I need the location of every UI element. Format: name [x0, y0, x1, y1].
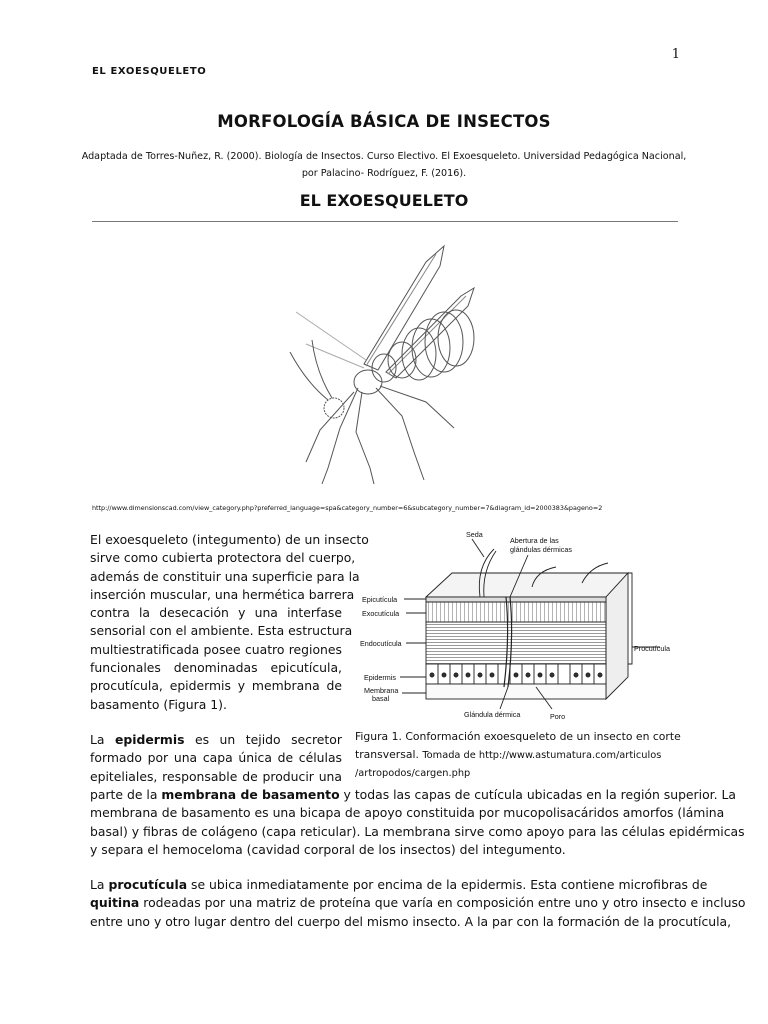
paragraph-line: formado por una capa única de células: [90, 750, 342, 766]
citation: [80, 148, 688, 182]
term-quitina: quitina: [90, 895, 140, 911]
paragraph-line: basal) y fibras de colágeno (capa reticular). La membrana sirve como apoyo para las células epidérmicas: [90, 823, 745, 839]
cuticle-cross-section-figure: [360, 527, 690, 723]
caption-line-3: /artropodos/cargen.php: [355, 768, 471, 779]
paragraph-line: funcionales denominadas epicutícula,: [90, 660, 342, 676]
term-membrana: membrana de basamento: [161, 787, 340, 802]
running-header: EL EXOESQUELETO: [92, 66, 207, 77]
paragraph-line: basamento (Figura 1).: [90, 696, 227, 712]
caption-prefix: transversal.: [355, 748, 419, 761]
label-epidermis: Epidermis: [364, 673, 396, 682]
label-membrana-2: basal: [372, 694, 390, 703]
paragraph-line: contra la desecación y una interfase: [90, 605, 342, 621]
paragraph-line: entre uno y otro lugar dentro del cuerpo del mismo insecto. A la par con la formación de la procutícula,: [90, 913, 732, 929]
label-abertura-1: Abertura de las: [510, 536, 559, 545]
paragraph-line: sensorial con el ambiente. Esta estructura: [90, 623, 353, 639]
wasp-illustration: [276, 232, 496, 488]
paragraph-line: multiestratificada posee cuatro regiones: [90, 641, 342, 657]
figure-caption: [355, 728, 685, 783]
paragraph-line: procutícula, epidermis y membrana de: [90, 678, 342, 694]
label-abertura-2: glándulas dérmicas: [510, 545, 572, 554]
label-endocuticula: Endocutícula: [360, 639, 402, 648]
label-membrana-1: Membrana: [364, 686, 399, 695]
label-exocuticula: Exocutícula: [362, 609, 400, 618]
paragraph-line: membrana de basamento es una bicapa de apoyo constituida por mucopolisacáridos amorfos (lámina: [90, 805, 725, 821]
citation-line-2: por Palacino- Rodríguez, F. (2016).: [301, 168, 467, 179]
paragraph-line: parte de la membrana de basamento y todas las capas de cutícula ubicadas en la región superior. La: [90, 787, 737, 802]
paragraph-line: La epidermis es un tejido secretor: [90, 732, 342, 747]
page-number: 1: [671, 47, 680, 62]
caption-source: Tomada de http://www.astumatura.com/articulos: [422, 750, 662, 761]
paragraph-line: sirve como cubierta protectora del cuerpo,: [90, 550, 356, 566]
label-epicuticula: Epicutícula: [362, 595, 398, 604]
paragraph-line: quitina rodeadas por una matriz de proteína que varía en composición entre uno y otro insecto e incluso: [90, 895, 746, 911]
label-procuticula: Procutícula: [634, 644, 670, 653]
paragraph-line: El exoesqueleto (integumento) de un insecto: [90, 532, 369, 547]
paragraph-intro: [90, 531, 369, 714]
paragraph-epidermis-bottom: [90, 786, 745, 859]
page-title: MORFOLOGÍA BÁSICA DE INSECTOS: [217, 112, 551, 131]
horizontal-rule: [92, 221, 678, 222]
caption-line-2: [355, 746, 685, 765]
section-title: EL EXOESQUELETO: [299, 191, 469, 210]
citation-line-1: Adaptada de Torres-Nuñez, R. (2000). Biología de Insectos. Curso Electivo. El Exoesqueleto. Universidad Pedagógica Nacional,: [81, 151, 687, 162]
label-glandula: Glándula dérmica: [464, 710, 521, 719]
paragraph-line: y separa el hemoceloma (cavidad corporal de los insectos) del integumento.: [90, 841, 566, 857]
paragraph-line: inserción muscular, una hermética barrera: [90, 586, 355, 602]
label-poro: Poro: [550, 712, 566, 721]
term-epidermis: epidermis: [115, 732, 185, 747]
paragraph-epidermis-top: [90, 731, 342, 786]
paragraph-line: La procutícula se ubica inmediatamente por encima de la epidermis. Esta contiene microfibras de: [90, 877, 708, 892]
paragraph-line: epiteliales, responsable de producir una: [90, 768, 342, 784]
paragraph-procuticula: [90, 876, 746, 931]
caption-line-1: Figura 1. Conformación exoesqueleto de un insecto en corte: [355, 730, 681, 743]
image-source-url: http://www.dimensionscad.com/view_category.php?preferred_language=spa&category_number=6&subcategory_number=7&diagram_id=2000383&pageno=2: [92, 504, 603, 512]
paragraph-line: además de constituir una superficie para la: [90, 568, 360, 584]
label-seda: Seda: [466, 530, 483, 539]
term-procuticula: procutícula: [108, 877, 188, 892]
